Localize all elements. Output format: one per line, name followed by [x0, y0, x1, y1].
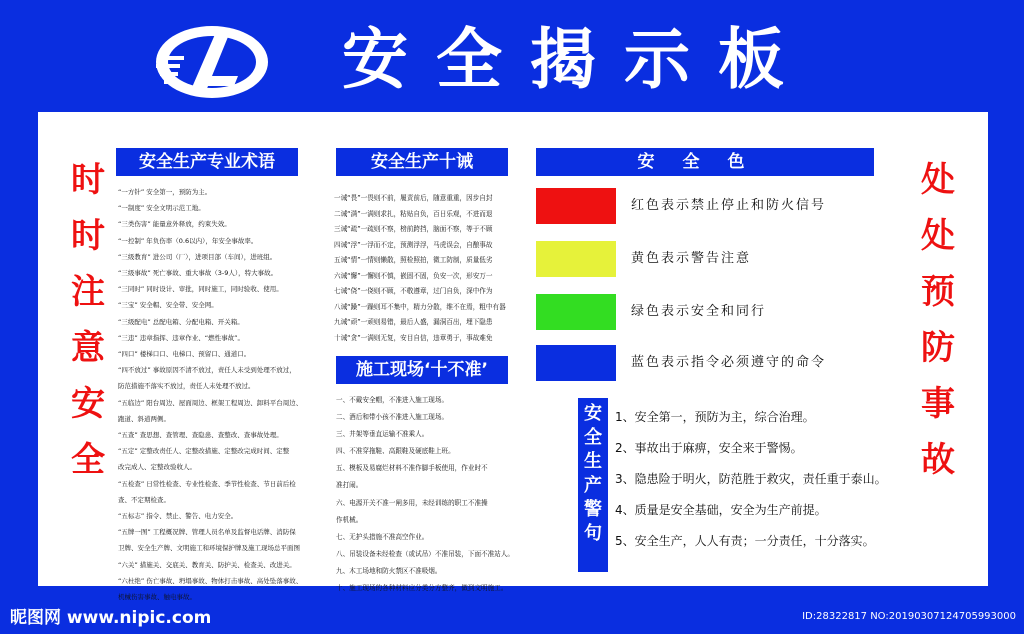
list-item: 六、电源开关不准一闸多用，未经训练的职工不准操 [336, 498, 488, 507]
list-item: 六诫“懈”一懈则不慎，嵌固不固，负安一次，形安万一 [334, 271, 493, 280]
list-item: “三级事故” 死亡事故、重大事故（3-9人），特大事故。 [118, 269, 278, 278]
list-item: “六杜绝” 伤亡事故、坍塌事故、物体打击事故、高处坠落事故、 [118, 576, 303, 585]
list-item: 五、模板及易腐烂材料不准作脚手板使用，作业时不 [336, 464, 488, 473]
watermark: 昵图网 www.nipic.com [10, 608, 212, 628]
ten-admonitions-title: 安全生产十诫 [336, 148, 508, 176]
list-item: “五牌一图” 工程概况牌、管理人员名单及监督电话牌、消防保 [118, 528, 296, 537]
list-item: 七诫“侥”一侥则不顾，不敬遵章，过门自负，深中作为 [334, 287, 493, 295]
color-swatch [536, 294, 616, 330]
list-item: 八、吊装设备未经检查（或试吊）不准吊装，下面不准站人。 [336, 549, 515, 558]
list-item: “六关” 措施关、交底关、教育关、防护关、检查关、改进关。 [118, 560, 296, 569]
list-item: “四不放过” 事故原因不清不放过，责任人未受到处理不放过， [118, 366, 296, 375]
list-item: 一诫“畏”一畏则不前，履责前后，随意重重，因步自封 [334, 194, 493, 202]
list-item: “三同时” 同时设计、审批，同时施工，同时验收、使用。 [118, 285, 283, 294]
list-item: 机械伤害事故、触电事故。 [118, 593, 196, 602]
list-item: 4、质量是安全基础，安全为生产前提。 [615, 503, 827, 517]
color-description: 红色表示禁止停止和防火信号 [631, 198, 827, 213]
list-item: 卫牌、安全生产牌、文明施工和环境保护牌及施工现场总平面图 [118, 544, 300, 553]
list-item: “一控制” 年负伤率（0.6以内），年安全事故率。 [118, 236, 258, 245]
list-item: “五临边” 阳台周边、屋面周边、框架工程周边、卸料平台周边、 [118, 398, 303, 407]
terms-section-title: 安全生产专业术语 [116, 148, 298, 176]
list-item: “三级教育” 进公司（厂），进项目部（车间），进班组。 [118, 252, 277, 261]
bulletin-board [38, 112, 988, 602]
list-item: 八诫“躁”一躁则耳不集中，精力分散，维不在焉，粗中有器 [334, 302, 506, 311]
list-item: 十、施工现场的各种材料应分类分方整齐，做到文明施工。 [336, 584, 508, 593]
list-item: 二诫“满”一满则求扎，粘贴自负，百日乐观，不进而退 [334, 209, 493, 218]
list-item: 十诫“贪”一满则无复，安目自信，违章勇于，事故难免 [334, 333, 493, 342]
list-item: 查、不定期检查。 [118, 495, 170, 504]
list-item: “三类伤害” 能量意外释放，约束失效。 [118, 220, 231, 229]
color-swatch [536, 345, 616, 381]
list-item: 二、酒后和带小孩不准进入施工现场。 [336, 413, 449, 422]
warnings-vertical-title: 安全生产警句 [578, 398, 608, 572]
warnings-list [615, 402, 915, 557]
ten-not-allowed-title: 施工现场‘十不准’ [336, 356, 508, 384]
color-row-yellow [536, 241, 876, 277]
list-item: 3、隐患险于明火，防范胜于救灾，责任重于泰山。 [615, 472, 887, 486]
list-item: 九、木工场地和防火禁区不准吸烟。 [336, 566, 442, 575]
list-item: “一方针” 安全第一，预防为主。 [118, 188, 212, 196]
list-item: “五标志” 指令、禁止、警告、电力安全。 [118, 512, 238, 521]
list-item: 改完成人、定整改验收人。 [118, 463, 196, 472]
safety-logo-icon [150, 22, 270, 102]
list-item: “三级配电” 总配电箱、分配电箱、开关箱。 [118, 317, 244, 326]
list-item: 五诫“情”一情则懒散，照检照拍，微工防制，质量低劣 [334, 256, 493, 264]
list-item: “四口” 楼梯口口、电梯口、预留口、通道口。 [118, 350, 251, 359]
list-item: “五定” 定整改责任人、定整改措施、定整改完成时间、定整 [118, 447, 290, 456]
list-item: 九诫“顽”一顽则易错，最后人盛，漏洞百出，埋下隐患 [334, 318, 493, 326]
color-row-red [536, 188, 876, 224]
list-item: 2、事故出于麻痹，安全来于警惕。 [615, 441, 803, 455]
color-swatch [536, 241, 616, 277]
color-swatch [536, 188, 616, 224]
list-item: 一、不戴安全帽，不准进入施工现场。 [336, 396, 449, 404]
color-description: 蓝色表示指令必须遵守的命令 [631, 355, 827, 370]
list-item: 三诫“疏”一疏则不察，榜前跨挡，脑面不察，等于不顾 [334, 225, 493, 233]
left-slogan: 时时注意安全 [71, 160, 105, 480]
list-item: “三违” 违章指挥、违章作业、“燃性事故”。 [118, 333, 245, 342]
list-item: 七、无护头措施不准高空作业。 [336, 532, 429, 541]
safety-colors-title: 安全色 [536, 148, 874, 176]
ten-admonitions-list [334, 191, 518, 346]
header-banner [0, 0, 1024, 112]
list-item: “五检查” 日常性检查、专业性检查、季节性检查、节日前后检 [118, 479, 296, 488]
list-item: 5、安全生产，人人有责；一分责任，十分落实。 [615, 534, 875, 548]
color-description: 绿色表示安全和同行 [631, 304, 767, 319]
list-item: 作机械。 [336, 515, 363, 524]
list-item: “五查” 查思想、查管理、查隐患、查整改、查事故处理。 [118, 431, 283, 440]
list-item: 1、安全第一，预防为主，综合治理。 [615, 410, 815, 424]
list-item: 四诫“浮”一浮而不定，预测浮浮，马虎误会，自酿事故 [334, 240, 493, 249]
list-item: “一制度” 安全文明示范工地。 [118, 204, 205, 213]
ten-not-allowed-list [336, 392, 546, 597]
color-row-green [536, 294, 876, 330]
page-title: 安全揭示板 [342, 21, 812, 98]
color-row-blue [536, 345, 876, 381]
terms-list [118, 184, 306, 605]
list-item: 三、井架等垂直运输不准乘人。 [336, 430, 429, 439]
list-item: “三宝” 安全帽、安全带、安全网。 [118, 301, 218, 310]
right-slogan: 处处预防事故 [921, 160, 955, 480]
list-item: 跑道、斜道两侧。 [118, 414, 170, 423]
image-id: ID:28322817 NO:20190307124705993000 [802, 611, 1016, 622]
list-item: 防范措施不落实不放过，责任人未处理不放过。 [118, 382, 255, 391]
list-item: 四、不准穿拖鞋、高跟鞋及硬底鞋上班。 [336, 447, 455, 456]
list-item: 准打闹。 [336, 481, 363, 490]
color-description: 黄色表示警告注意 [631, 251, 752, 266]
